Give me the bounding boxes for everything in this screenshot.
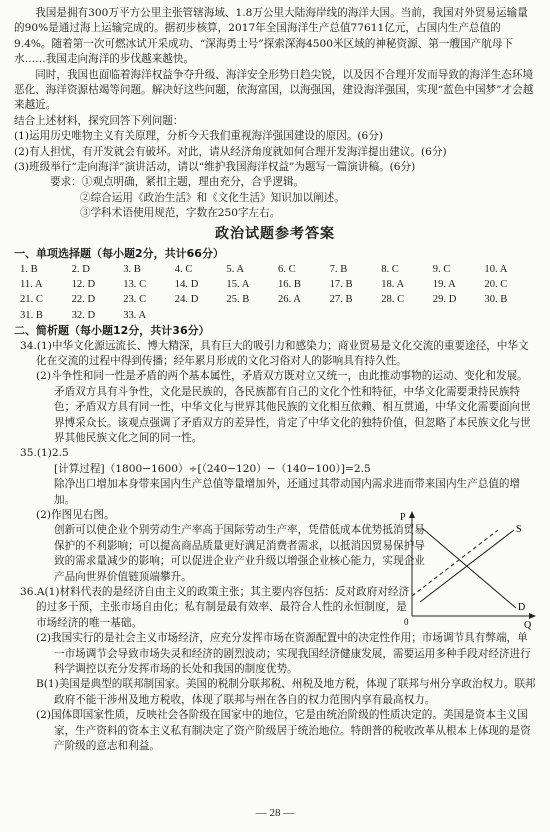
answer-item: 30. B	[484, 294, 508, 306]
answer-item: 22. D	[71, 294, 96, 306]
answer-item: 15. A	[226, 278, 250, 290]
answer-item: 6. C	[277, 263, 296, 275]
answer-item: 11. A	[20, 278, 43, 290]
answer-item: 1. B	[20, 263, 38, 275]
supply-demand-graph	[398, 510, 538, 631]
answer-item: 17. B	[329, 278, 353, 290]
page-title: 政治试题参考答案	[215, 225, 335, 242]
answer-item: 14. D	[174, 278, 199, 290]
origin-label: 0	[404, 617, 409, 627]
answer-item: 32. D	[71, 309, 96, 321]
answer-item: 21. C	[20, 294, 43, 306]
requirements	[14, 175, 536, 190]
answer-item: 12. D	[71, 278, 96, 290]
answer-item: 18. A	[381, 278, 405, 290]
answer-item: 31. B	[20, 309, 43, 321]
requirement-1: ①观点明确，紧扣主题，理由充分，合乎逻辑。	[81, 176, 305, 189]
question-34	[14, 339, 536, 447]
supply-demand-svg	[398, 510, 538, 631]
answer-36b-2: (2)国体即国家性质，反映社会各阶级在国家中的地位，它是由统治阶级的性质决定的。美国是资本主义国家，生产资料的资本主义私有制决定了资产阶级居于统治地位。特朗普的税收改革从根本上体现的是资产阶级的意志和利益。	[36, 709, 531, 753]
question-3: (3)班级举行“走向海洋”演讲活动，请以“维护我国海洋权益”为题写一篇演讲稿。(6分)	[14, 161, 416, 174]
answer-item: 20. C	[484, 278, 508, 290]
question-2: (2)有人担忧，有开发就会有破坏。对此，请从经济角度就如何合理开发海洋提出建议。(6分)	[14, 145, 447, 158]
answer-35-2-explain: 创新可以使企业个别劳动生产率高于国际劳动生产率，凭借低成本优势抵消贸易保护的不利影响；可以提高商品质量更好满足消费者需求，以抵消因贸易保护导致的需求量减少的影响；可以促进企业产业升级以增强企业核心能力，实现企业产品向世界价值链顶端攀升。	[54, 524, 425, 583]
passage-paragraph-2: 同时，我国也面临着海洋权益争夺升级、海洋安全形势日趋尖锐，以及因不合理开发而导致的海洋生态环境恶化、海洋资源枯竭等问题。解决好这些问题，依海富国，以海强国，建设海洋强国，实现“蓝色中国梦”才会越来越近。	[14, 68, 534, 112]
answer-item: 3. B	[123, 263, 141, 275]
answer-item: 8. C	[381, 263, 399, 275]
answer-item: 7. B	[329, 263, 348, 275]
x-axis-arrow	[529, 613, 536, 619]
answer-item: 28. C	[381, 294, 405, 306]
answer-34-1: 34.(1)中华文化源远流长、博大精深，具有巨大的吸引力和感染力；商业贸易是文化交流的重要途径，中华文化在交流的过程中得到传播；经年累月形成的文化习俗对人的影响具有持久性。	[20, 339, 529, 367]
section-1-heading: 一、单项选择题（每小题2分，共计66分）	[14, 247, 224, 261]
requirement-2: ②综合运用《政治生活》和《文化生活》知识加以阐述。	[80, 191, 345, 204]
answer-35-1-explain: 除净出口增加本身带来国内生产总值等量增加外，还通过其带动国内需求进而带来国内生产总值的增加。	[54, 478, 521, 506]
answer-34-2: (2)斗争性和同一性是矛盾的两个基本属性，矛盾双方既对立又统一，由此推动事物的运动、变化和发展。矛盾双方具有斗争性，文化是民族的，各民族都有自己的文化个性和特征，中华文化需要秉持民族特色；矛盾双方具有同一性，中华文化与世界其他民族的文化相互依赖、相互贯通，中华文化需要面向世界博采众长。该观点强调了矛盾双方的差异性，肯定了中华文化的独特价值，但忽略了本民族文化与世界其他民族文化之间的同一性。	[36, 370, 531, 444]
y-axis-arrow	[409, 511, 415, 518]
answer-item: 23. C	[123, 294, 147, 306]
answer-grid	[14, 262, 536, 324]
answer-item: 16. B	[277, 278, 301, 290]
answer-item: 25. B	[226, 294, 250, 306]
section-2-heading: 二、简析题（每小题12分，共计36分）	[14, 324, 210, 338]
supply-curve-shifted	[412, 530, 498, 596]
s-label: S	[516, 524, 522, 535]
question-1: (1)运用历史唯物主义有关原理，分析今天我们重视海洋强国建设的原因。(6分)	[14, 130, 384, 143]
answer-item: 24. D	[174, 294, 199, 306]
answer-35-calc: [计算过程]（1800−1600）÷[（240−120）−（140−100）]=2.5	[54, 462, 371, 475]
answer-36a-1: 36.A(1)材料代表的是经济自由主义的政策主张；其主要内容包括：反对政府对经济的过多干预，主张市场自由化；私有制是最有效率、最符合人性的永恒制度，是市场经济的唯一基础。	[20, 586, 410, 629]
requirement-3: ③学科术语使用规范，字数在250字左右。	[80, 207, 281, 220]
page-number: — 28 —	[255, 807, 295, 819]
demand-curve-d	[422, 528, 516, 608]
answer-item: 10. A	[484, 263, 508, 275]
answer-item: 9. C	[432, 263, 451, 275]
q-axis-label: Q	[524, 620, 532, 631]
answer-item: 29. D	[432, 294, 457, 306]
answer-36a-2: (2)我国实行的是社会主义市场经济，应充分发挥市场在资源配置中的决定性作用；市场调节具有弊端，单一市场调节会导致市场失灵和经济的剧烈波动；实现我国经济健康发展，需要运用多种手段对经济进行科学调控以充分发挥市场的长处和我国的制度优势。	[36, 632, 531, 676]
answer-item: 5. A	[226, 263, 245, 275]
answer-35-2: (2)作图见右图。	[36, 509, 115, 521]
requirements-head: 要求：	[50, 176, 82, 189]
answer-item: 33. A	[123, 309, 147, 321]
question-intro: 结合上述材料，探究回答下列问题：	[14, 114, 184, 127]
d-label: D	[518, 602, 526, 613]
passage-paragraph-1: 我国是拥有300万平方公里主张管辖海域、1.8万公里大陆海岸线的海洋大国。当前，我国对外贸易运输量的90%是通过海上运输完成的。据初步核算，2017年全国海洋生产总值77611亿元，占国内生产总值的9.4%。随着第一次可燃冰试开采成功、“深海勇士号”探索深海4500米区域的神秘资源、第一艘国产航母下水……我国走向海洋的步伐越来越快。	[14, 7, 528, 66]
answer-item: 26. A	[277, 294, 301, 306]
answer-36b-1: B(1)美国是典型的联邦制国家。美国的税制分联邦税、州税及地方税，体现了联邦与州分享政治权力。联邦政府不能干涉州及地方税收，体现了联邦与州在各自的权力范围内享有最高权力。	[36, 678, 536, 706]
answer-item: 19. A	[432, 278, 456, 290]
answer-item: 27. B	[329, 294, 353, 306]
answer-35-1: 35.(1)2.5	[20, 447, 69, 460]
answer-item: 2. D	[71, 263, 90, 275]
answer-item: 13. C	[123, 278, 147, 290]
p-axis-label: P	[400, 512, 406, 523]
answer-item: 4. C	[174, 263, 193, 275]
